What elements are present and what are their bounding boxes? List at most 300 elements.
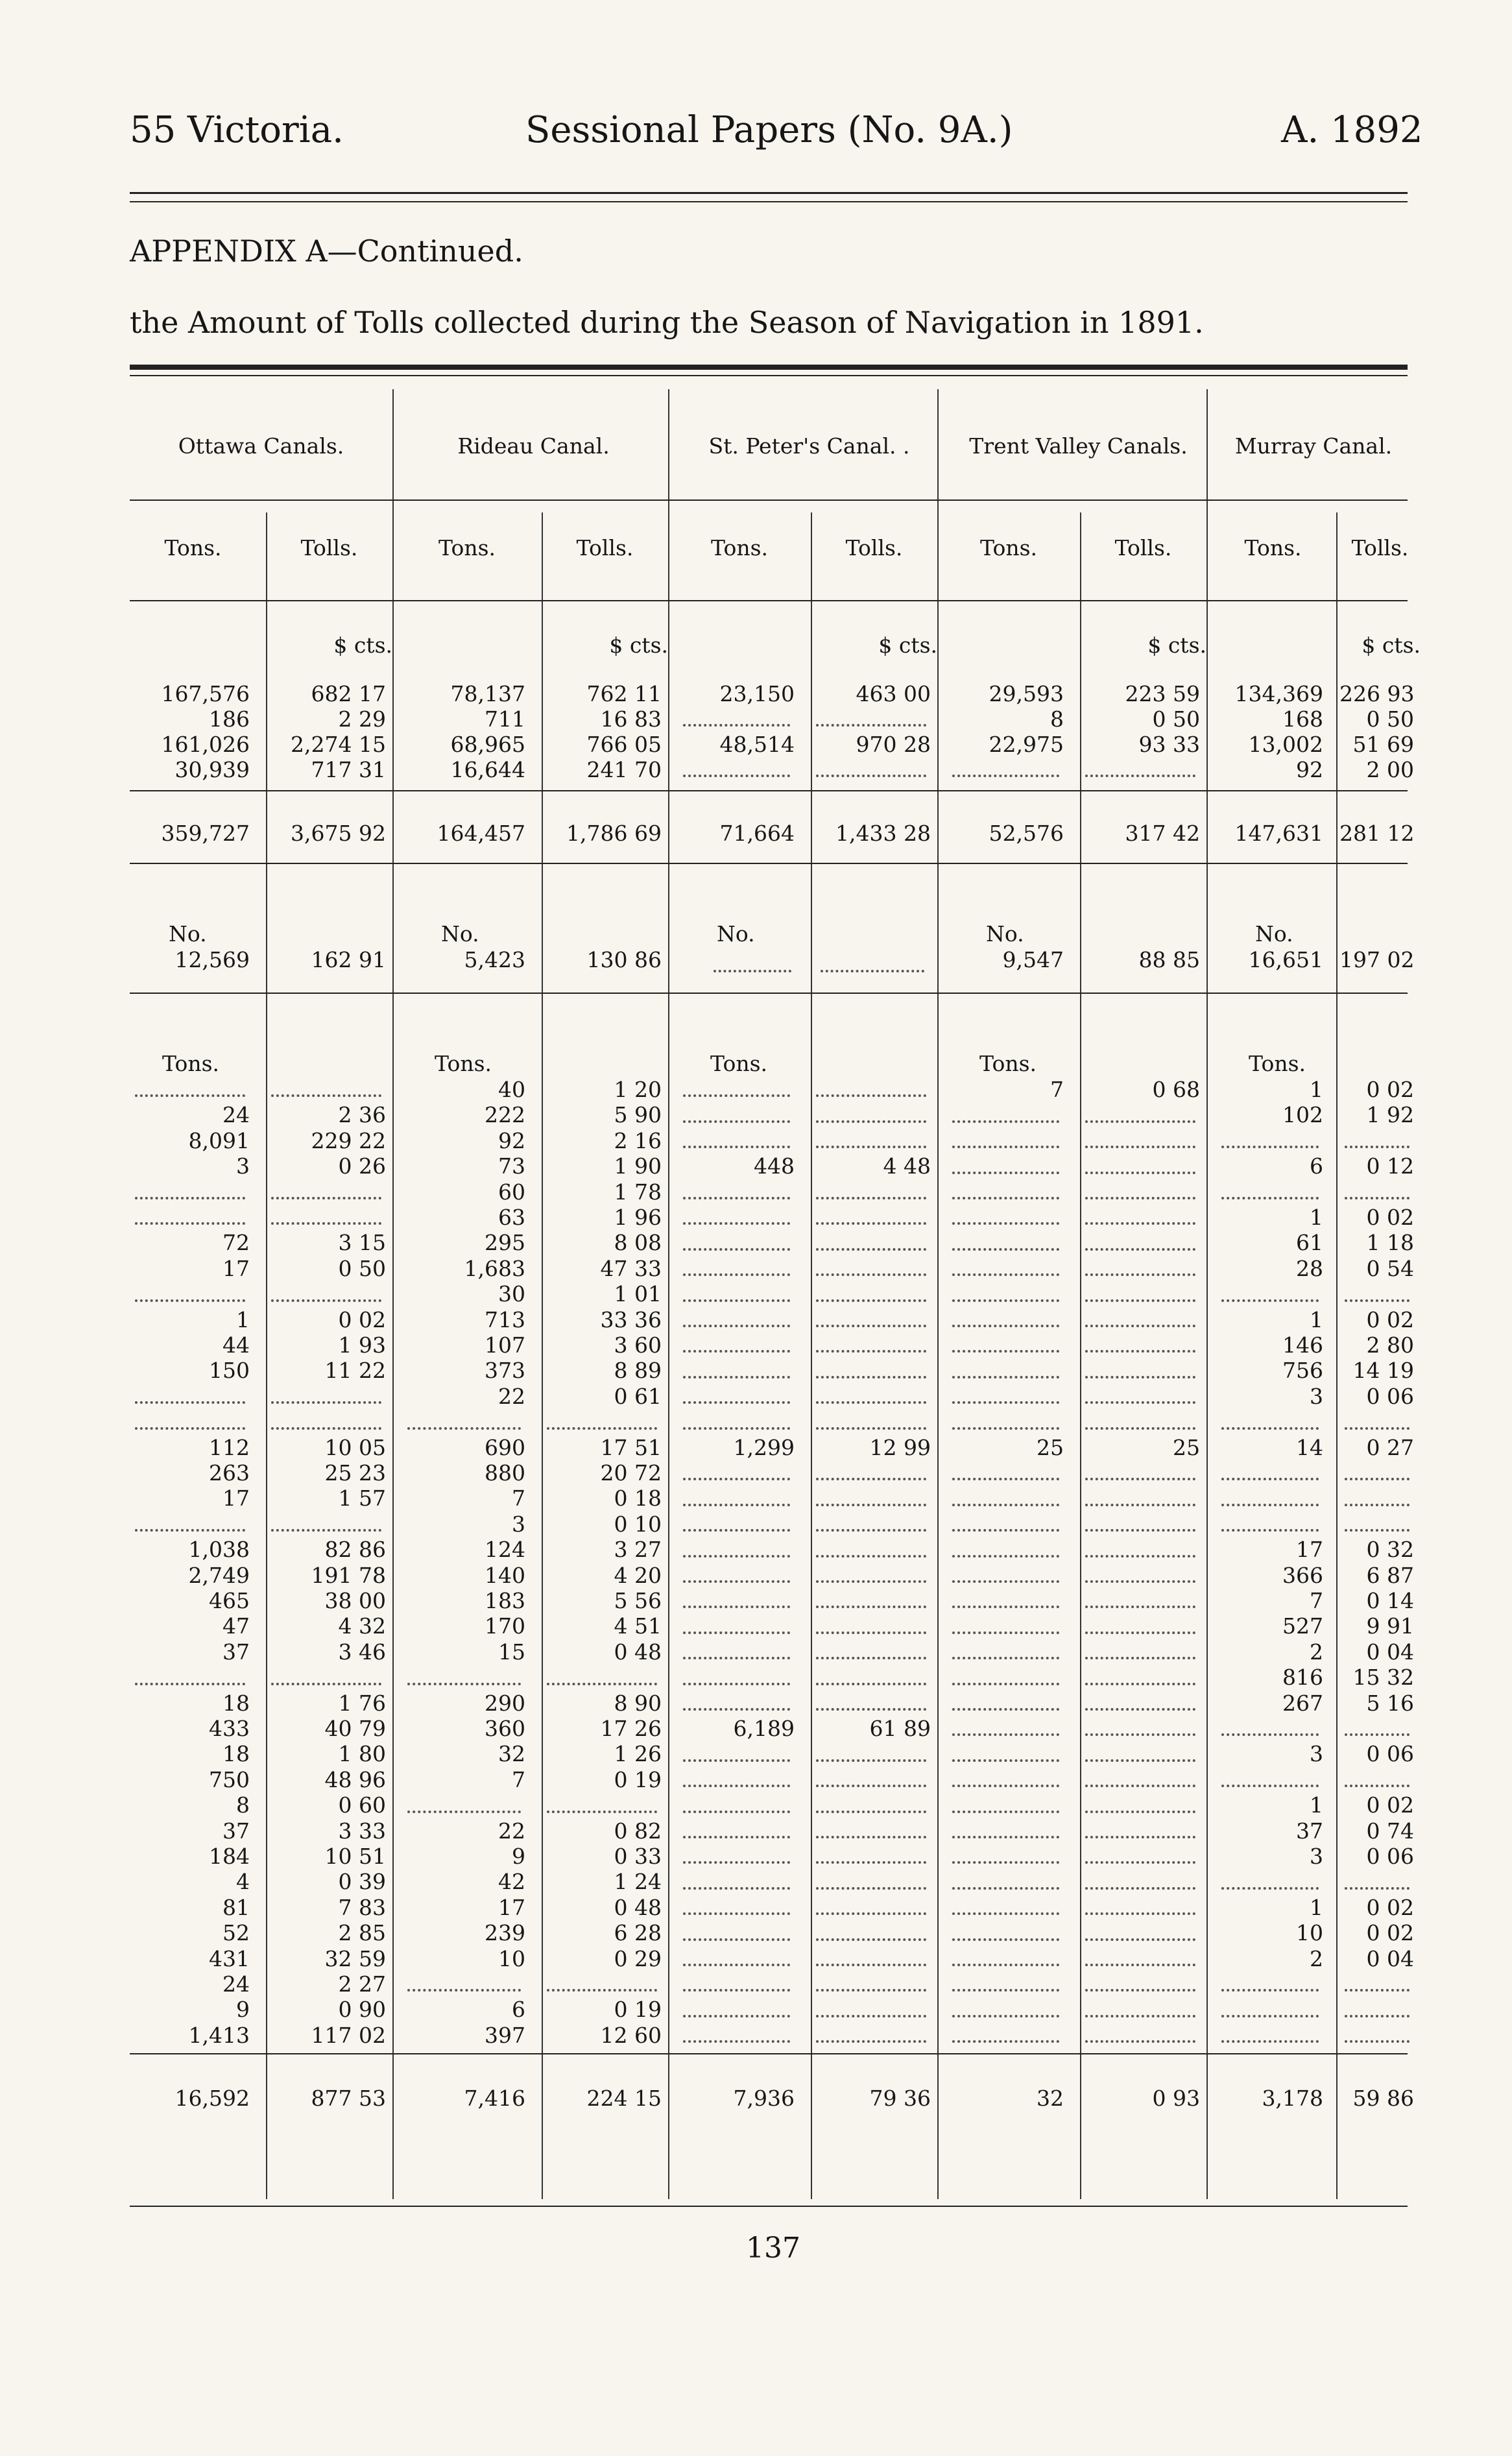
leader-dots: [547, 1683, 657, 1685]
tons-cell: 37: [1296, 1818, 1323, 1844]
tons-cell: 30,939: [174, 757, 250, 782]
tons-cell: 527: [1282, 1613, 1323, 1639]
tons-cell: 47: [222, 1613, 250, 1639]
tons-cell: 373: [485, 1358, 525, 1384]
leader-dots: [1085, 1120, 1195, 1123]
tolls-cell: 191 78: [311, 1562, 386, 1588]
tons-label: Tons.: [435, 1051, 492, 1076]
leader-dots: [1345, 1887, 1410, 1890]
tolls-cell: 2 16: [614, 1127, 662, 1153]
tons-cell: 17: [498, 1894, 525, 1920]
tons-heading: Tons.: [1244, 535, 1302, 560]
tons-cell: 184: [209, 1844, 250, 1869]
canal-heading: St. Peter's Canal. .: [708, 433, 910, 459]
tolls-cell: 0 74: [1366, 1818, 1414, 1844]
leader-dots: [683, 1273, 790, 1276]
page-subtitle: the Amount of Tolls collected during the Season of Navigation in 1891.: [130, 305, 1204, 340]
tons-cell: 40: [498, 1077, 525, 1102]
leader-dots: [952, 1989, 1059, 1992]
leader-dots: [1085, 1785, 1195, 1787]
tons-cell: 1,038: [188, 1537, 250, 1563]
leader-dots: [683, 1811, 790, 1813]
tolls-cell: 0 02: [338, 1306, 386, 1332]
tons-cell: 28: [1296, 1255, 1323, 1281]
leader-dots: [1085, 1172, 1195, 1174]
tons-cell: 22: [498, 1383, 525, 1409]
tolls-cell: 0 61: [614, 1383, 662, 1409]
tolls-cell: 47 33: [600, 1255, 662, 1281]
tolls-cell: 0 18: [614, 1486, 662, 1511]
leader-dots: [952, 1273, 1059, 1276]
tolls-cell: 0 02: [1366, 1792, 1414, 1818]
tolls-cell: 463 00: [856, 681, 931, 706]
tons-cell: 3: [1310, 1741, 1323, 1767]
tons-cell: 168: [1282, 706, 1323, 732]
tons-cell: 23,150: [719, 681, 795, 706]
tons-cell: 9: [236, 1997, 250, 2023]
tolls-cell: 0 06: [1366, 1741, 1414, 1767]
leader-dots: [952, 1733, 1059, 1736]
tolls-cell: 8 89: [614, 1358, 662, 1384]
total-tons: 7,416: [464, 2086, 525, 2111]
leader-dots: [683, 1631, 790, 1634]
tons-cell: 3: [1310, 1383, 1323, 1409]
tolls-cell: 33 36: [600, 1306, 662, 1332]
tolls-cell: 48 96: [324, 1766, 386, 1792]
leader-dots: [1085, 775, 1195, 777]
header-center: Sessional Papers (No. 9A.): [525, 109, 1013, 151]
total-tolls: 79 36: [869, 2086, 931, 2111]
leader-dots: [1345, 1504, 1410, 1506]
tolls-cell: 1 92: [1366, 1102, 1414, 1128]
tolls-cell: 4 51: [614, 1613, 662, 1639]
tons-cell: 263: [209, 1460, 250, 1486]
leader-dots: [135, 1094, 245, 1097]
leader-dots: [816, 1146, 926, 1148]
tolls-heading: Tolls.: [300, 535, 358, 560]
tolls-cell: 1 01: [614, 1281, 662, 1307]
leader-dots: [1221, 1887, 1319, 1890]
leader-dots: [135, 1197, 245, 1199]
leader-dots: [135, 1427, 245, 1430]
tolls-cell: 25: [1173, 1434, 1200, 1460]
total-tons: 71,664: [719, 821, 795, 846]
tolls-cell: 0 27: [1366, 1434, 1414, 1460]
leader-dots: [135, 1222, 245, 1225]
dollars-cents-label: $ cts.: [333, 632, 392, 658]
leader-dots: [1085, 1222, 1195, 1225]
tons-cell: 295: [485, 1230, 525, 1256]
tolls-cell: 20 72: [600, 1460, 662, 1486]
tolls-cell: 1 76: [338, 1690, 386, 1716]
tolls-cell: 88 85: [1138, 947, 1200, 972]
leader-dots: [952, 1555, 1059, 1558]
leader-dots: [1221, 1733, 1319, 1736]
number-label: No.: [169, 921, 207, 946]
tons-cell: 22,975: [989, 732, 1064, 757]
header-rule: [130, 192, 1408, 194]
column-divider: [937, 389, 939, 2199]
table-top-rule-2: [130, 375, 1408, 376]
leader-dots: [1085, 1989, 1195, 1992]
tolls-cell: 0 02: [1366, 1920, 1414, 1946]
leader-dots: [952, 1350, 1059, 1353]
leader-dots: [683, 1657, 790, 1659]
tons-cell: 44: [222, 1332, 250, 1358]
leader-dots: [683, 1708, 790, 1711]
leader-dots: [952, 1248, 1059, 1251]
tolls-cell: 3 46: [338, 1639, 386, 1665]
tolls-cell: 0 54: [1366, 1255, 1414, 1281]
tolls-cell: 3 33: [338, 1818, 386, 1844]
tons-cell: 42: [498, 1869, 525, 1895]
tolls-cell: 0 02: [1366, 1205, 1414, 1230]
tons-cell: 24: [222, 1971, 250, 1997]
tons-cell: 78,137: [450, 681, 525, 706]
tolls-cell: 38 00: [324, 1588, 386, 1613]
leader-dots: [407, 1811, 521, 1813]
leader-dots: [1085, 1299, 1195, 1302]
leader-dots: [816, 1606, 926, 1608]
tolls-cell: 15 32: [1352, 1665, 1414, 1691]
tolls-cell: 0 50: [338, 1255, 386, 1281]
tons-cell: 1: [1310, 1205, 1323, 1230]
tolls-cell: 6 87: [1366, 1562, 1414, 1588]
leader-dots: [952, 1912, 1059, 1915]
dollars-cents-label: $ cts.: [609, 632, 668, 658]
leader-dots: [816, 1759, 926, 1762]
leader-dots: [1221, 1529, 1319, 1532]
leader-dots: [1345, 2040, 1410, 2043]
column-divider: [668, 389, 669, 2199]
tons-cell: 17: [1296, 1537, 1323, 1563]
tolls-cell: 3 60: [614, 1332, 662, 1358]
leader-dots: [816, 1350, 926, 1353]
leader-dots: [1345, 1146, 1410, 1148]
leader-dots: [683, 1785, 790, 1787]
leader-dots: [816, 1325, 926, 1327]
leader-dots: [1345, 1733, 1410, 1736]
leader-dots: [816, 724, 926, 727]
dollars-cents-label: $ cts.: [1362, 632, 1421, 658]
leader-dots: [1345, 1785, 1410, 1787]
number-cell: 16,651: [1248, 947, 1323, 972]
tons-cell: 2: [1310, 1639, 1323, 1665]
tolls-cell: 5 56: [614, 1588, 662, 1613]
tolls-cell: 40 79: [324, 1716, 386, 1741]
tolls-cell: 93 33: [1138, 732, 1200, 757]
tolls-cell: 1 20: [614, 1077, 662, 1102]
subheading-rule: [130, 600, 1408, 601]
leader-dots: [683, 1478, 790, 1480]
tolls-cell: 4 20: [614, 1562, 662, 1588]
tolls-cell: 0 06: [1366, 1844, 1414, 1869]
tolls-cell: 0 14: [1366, 1588, 1414, 1613]
leader-dots: [1085, 1887, 1195, 1890]
tolls-cell: 5 90: [614, 1102, 662, 1128]
leader-dots: [135, 1401, 245, 1404]
leader-dots: [952, 1631, 1059, 1634]
tolls-cell: 0 90: [338, 1997, 386, 2023]
leader-dots: [683, 1146, 790, 1148]
leader-dots: [952, 775, 1059, 777]
tons-cell: 1: [1310, 1894, 1323, 1920]
tons-cell: 22: [498, 1818, 525, 1844]
leader-dots: [1085, 1861, 1195, 1864]
tons-cell: 37: [222, 1639, 250, 1665]
leader-dots: [683, 1989, 790, 1992]
leader-dots: [952, 1811, 1059, 1813]
leader-dots: [683, 1120, 790, 1123]
tons-cell: 170: [485, 1613, 525, 1639]
leader-dots: [952, 1325, 1059, 1327]
leader-dots: [816, 1938, 926, 1941]
tons-cell: 448: [754, 1153, 795, 1179]
tons-cell: 72: [222, 1230, 250, 1256]
tolls-cell: 12 99: [869, 1434, 931, 1460]
tons-cell: 756: [1282, 1358, 1323, 1384]
tons-cell: 8: [1050, 706, 1064, 732]
leader-dots: [683, 1504, 790, 1506]
leader-dots: [816, 1580, 926, 1583]
tolls-cell: 3 15: [338, 1230, 386, 1256]
tolls-cell: 0 19: [614, 1766, 662, 1792]
tolls-cell: 197 02: [1339, 947, 1415, 972]
leader-dots: [1345, 1427, 1410, 1430]
tons-cell: 6: [1310, 1153, 1323, 1179]
tolls-cell: 0 29: [614, 1945, 662, 1971]
tolls-cell: 12 60: [600, 2022, 662, 2048]
leader-dots: [683, 775, 790, 777]
table-top-rule: [130, 365, 1408, 370]
tolls-cell: 0 26: [338, 1153, 386, 1179]
tolls-cell: 0 82: [614, 1818, 662, 1844]
tons-cell: 360: [485, 1716, 525, 1741]
tons-cell: 7: [1310, 1588, 1323, 1613]
tons-cell: 32: [498, 1741, 525, 1767]
leader-dots: [683, 1222, 790, 1225]
leader-dots: [271, 1683, 381, 1685]
tolls-cell: 0 02: [1366, 1306, 1414, 1332]
tons-cell: 29,593: [989, 681, 1064, 706]
leader-dots: [1085, 1606, 1195, 1608]
leader-dots: [816, 1094, 926, 1097]
tons-cell: 431: [209, 1945, 250, 1971]
leader-dots: [1345, 1989, 1410, 1992]
tolls-cell: 0 33: [614, 1844, 662, 1869]
leader-dots: [271, 1529, 381, 1532]
leader-dots: [816, 1273, 926, 1276]
leader-dots: [683, 1401, 790, 1404]
tolls-cell: 682 17: [311, 681, 386, 706]
header-left: 55 Victoria.: [130, 109, 344, 151]
leader-dots: [1221, 1785, 1319, 1787]
number-label: No.: [441, 921, 479, 946]
tons-cell: 30: [498, 1281, 525, 1307]
header-rule-2: [130, 201, 1408, 202]
leader-dots: [952, 1887, 1059, 1890]
tons-cell: 366: [1282, 1562, 1323, 1588]
tolls-cell: 5 16: [1366, 1690, 1414, 1716]
total-tolls: 224 15: [586, 2086, 662, 2111]
number-cell: 12,569: [174, 947, 250, 972]
canal-heading: Trent Valley Canals.: [969, 433, 1188, 459]
tolls-heading: Tolls.: [1351, 535, 1409, 560]
tons-cell: 1,683: [464, 1255, 525, 1281]
tons-cell: 7: [1050, 1077, 1064, 1102]
leader-dots: [1085, 1683, 1195, 1685]
tons-cell: 15: [498, 1639, 525, 1665]
leader-dots: [816, 1631, 926, 1634]
tolls-cell: 4 32: [338, 1613, 386, 1639]
tons-cell: 750: [209, 1766, 250, 1792]
leader-dots: [271, 1401, 381, 1404]
total-tolls: 59 86: [1352, 2086, 1414, 2111]
leader-dots: [683, 1861, 790, 1864]
tons-cell: 140: [485, 1562, 525, 1588]
total-tons: 32: [1037, 2086, 1064, 2111]
tons-cell: 17: [222, 1255, 250, 1281]
tolls-cell: 130 86: [586, 947, 662, 972]
tons-cell: 816: [1282, 1665, 1323, 1691]
leader-dots: [1345, 1478, 1410, 1480]
leader-dots: [952, 1172, 1059, 1174]
leader-dots: [952, 1708, 1059, 1711]
subtotal-rule: [130, 863, 1408, 864]
leader-dots: [271, 1299, 381, 1302]
leader-dots: [816, 2040, 926, 2043]
tolls-cell: 3 27: [614, 1537, 662, 1563]
tons-cell: 52: [222, 1920, 250, 1946]
leader-dots: [1345, 1299, 1410, 1302]
tolls-cell: 7 83: [338, 1894, 386, 1920]
tons-cell: 2,749: [188, 1562, 250, 1588]
leader-dots: [816, 2015, 926, 2017]
tons-cell: 465: [209, 1588, 250, 1613]
tolls-cell: 0 06: [1366, 1383, 1414, 1409]
tolls-cell: 82 86: [324, 1537, 386, 1563]
leader-dots: [816, 1989, 926, 1992]
leader-dots: [1085, 1427, 1195, 1430]
canal-heading: Murray Canal.: [1234, 433, 1393, 459]
tolls-cell: 226 93: [1339, 681, 1415, 706]
tons-cell: 1: [1310, 1077, 1323, 1102]
leader-dots: [1345, 2015, 1410, 2017]
tolls-cell: 1 93: [338, 1332, 386, 1358]
total-tolls: 0 93: [1152, 2086, 1200, 2111]
tons-cell: 3: [236, 1153, 250, 1179]
number-label: No.: [1255, 921, 1293, 946]
tons-label: Tons.: [979, 1051, 1037, 1076]
tons-heading: Tons.: [711, 535, 768, 560]
tons-cell: 81: [222, 1894, 250, 1920]
leader-dots: [816, 1836, 926, 1838]
leader-dots: [1085, 1631, 1195, 1634]
leader-dots: [683, 2040, 790, 2043]
tolls-cell: 223 59: [1125, 681, 1200, 706]
leader-dots: [952, 1657, 1059, 1659]
tons-cell: 24: [222, 1102, 250, 1128]
leader-dots: [1221, 2015, 1319, 2017]
tons-cell: 107: [485, 1332, 525, 1358]
leader-dots: [816, 1427, 926, 1430]
leader-dots: [816, 1811, 926, 1813]
total-tons: 7,936: [733, 2086, 795, 2111]
tolls-cell: 2,274 15: [291, 732, 386, 757]
tolls-cell: 32 59: [324, 1945, 386, 1971]
subcolumn-divider: [1080, 512, 1081, 2199]
tolls-cell: 6 28: [614, 1920, 662, 1946]
total-tons: 164,457: [437, 821, 525, 846]
total-tolls: 281 12: [1339, 821, 1415, 846]
tons-cell: 17: [222, 1486, 250, 1511]
number-label: No.: [986, 921, 1024, 946]
tons-cell: 14: [1296, 1434, 1323, 1460]
tolls-cell: 9 91: [1366, 1613, 1414, 1639]
tolls-cell: 762 11: [586, 681, 662, 706]
tolls-cell: 17 51: [600, 1434, 662, 1460]
leader-dots: [135, 1529, 245, 1532]
leader-dots: [816, 1529, 926, 1532]
leader-dots: [816, 1248, 926, 1251]
tons-cell: 1: [1310, 1306, 1323, 1332]
leader-dots: [683, 1683, 790, 1685]
leader-dots: [683, 1836, 790, 1838]
tons-cell: 10: [1296, 1920, 1323, 1946]
tons-cell: 112: [209, 1434, 250, 1460]
leader-dots: [952, 1299, 1059, 1302]
page-number: 137: [746, 2232, 800, 2265]
tolls-cell: 2 00: [1366, 757, 1414, 782]
tolls-cell: 61 89: [869, 1716, 931, 1741]
leader-dots: [135, 1683, 245, 1685]
leader-dots: [952, 1606, 1059, 1608]
leader-dots: [683, 1376, 790, 1378]
tolls-cell: 16 83: [600, 706, 662, 732]
tons-cell: 1,413: [188, 2022, 250, 2048]
tolls-cell: 0 02: [1366, 1077, 1414, 1102]
tolls-cell: 1 90: [614, 1153, 662, 1179]
tons-cell: 880: [485, 1460, 525, 1486]
tons-cell: 68,965: [450, 732, 525, 757]
tons-label: Tons.: [710, 1051, 767, 1076]
tolls-cell: 8 08: [614, 1230, 662, 1256]
leader-dots: [1085, 1580, 1195, 1583]
tons-cell: 102: [1282, 1102, 1323, 1128]
leader-dots: [816, 1708, 926, 1711]
tons-cell: 134,369: [1234, 681, 1323, 706]
tolls-cell: 1 18: [1366, 1230, 1414, 1256]
subtotal-rule: [130, 790, 1408, 791]
number-cell: 9,547: [1002, 947, 1064, 972]
leader-dots: [683, 2015, 790, 2017]
leader-dots: [1085, 1529, 1195, 1532]
tolls-cell: 10 51: [324, 1844, 386, 1869]
tolls-cell: 0 50: [1152, 706, 1200, 732]
leader-dots: [683, 1580, 790, 1583]
tolls-cell: 1 78: [614, 1179, 662, 1205]
tons-cell: 290: [485, 1690, 525, 1716]
tolls-cell: 0 48: [614, 1639, 662, 1665]
leader-dots: [547, 1989, 657, 1992]
leader-dots: [1085, 1350, 1195, 1353]
leader-dots: [683, 1427, 790, 1430]
tons-cell: 18: [222, 1690, 250, 1716]
leader-dots: [816, 1555, 926, 1558]
tolls-cell: 0 04: [1366, 1945, 1414, 1971]
leader-dots: [271, 1222, 381, 1225]
tolls-cell: 1 57: [338, 1486, 386, 1511]
